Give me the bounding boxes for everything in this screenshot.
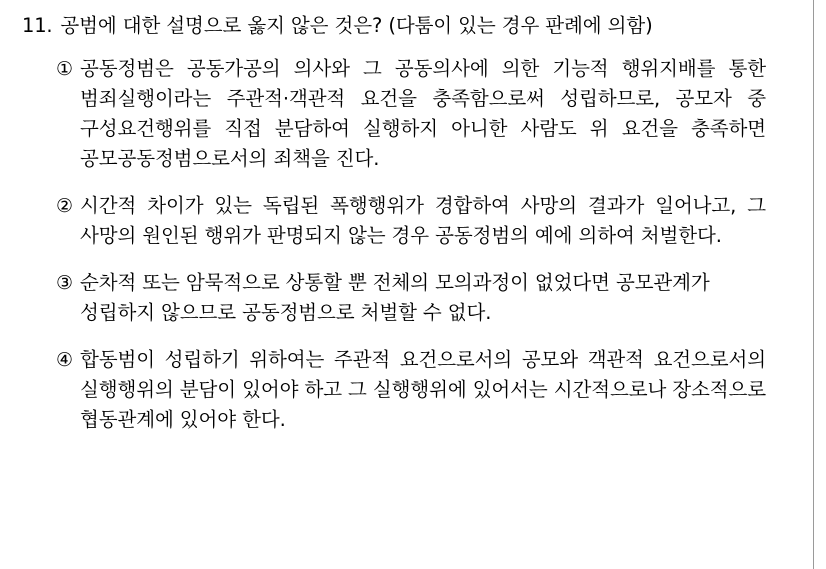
question-number: 11.: [22, 14, 53, 37]
question-block: [0, 10, 826, 41]
page-edge-rule: [813, 0, 814, 569]
choice-marker-1: ①: [56, 58, 74, 80]
choice-item[interactable]: [56, 345, 766, 435]
choice-marker-2: ②: [56, 195, 74, 217]
choice-text-3: 순차적 또는 암묵적으로 상통할 뿐 전체의 모의과정이 없었다면 공모관계가 성립하지 않으므로 공동정범으로 처벌할 수 없다.: [80, 271, 710, 324]
choice-item[interactable]: [56, 191, 766, 251]
choice-marker-3: ③: [56, 272, 74, 294]
choice-item[interactable]: [56, 268, 766, 328]
question-text: 공범에 대한 설명으로 옳지 않은 것은? (다툼이 있는 경우 판례에 의함): [60, 14, 653, 37]
choice-text-1: 공동정범은 공동가공의 의사와 그 공동의사에 의한 기능적 행위지배를 통한 범죄실행이라는 주관적·객관적 요건을 충족함으로써 성립하므로, 공모자 중 구성요건행위를 직접 분담하여 실행하지 아니한 사람도 위 요건을 충족하면 공모공동정범으로서의 죄책을 진다.: [80, 57, 766, 170]
choice-item[interactable]: [56, 54, 766, 174]
choice-marker-4: ④: [56, 349, 74, 371]
choice-text-2: 시간적 차이가 있는 독립된 폭행행위가 경합하여 사망의 결과가 일어나고, 그 사망의 원인된 행위가 판명되지 않는 경우 공동정범의 예에 의하여 처벌한다.: [80, 194, 766, 247]
choice-text-4: 합동범이 성립하기 위하여는 주관적 요건으로서의 공모와 객관적 요건으로서의 실행행위의 분담이 있어야 하고 그 실행행위에 있어서는 시간적으로나 장소적으로 협동관계에 있어야 한다.: [80, 348, 766, 431]
choice-list: [0, 54, 826, 435]
